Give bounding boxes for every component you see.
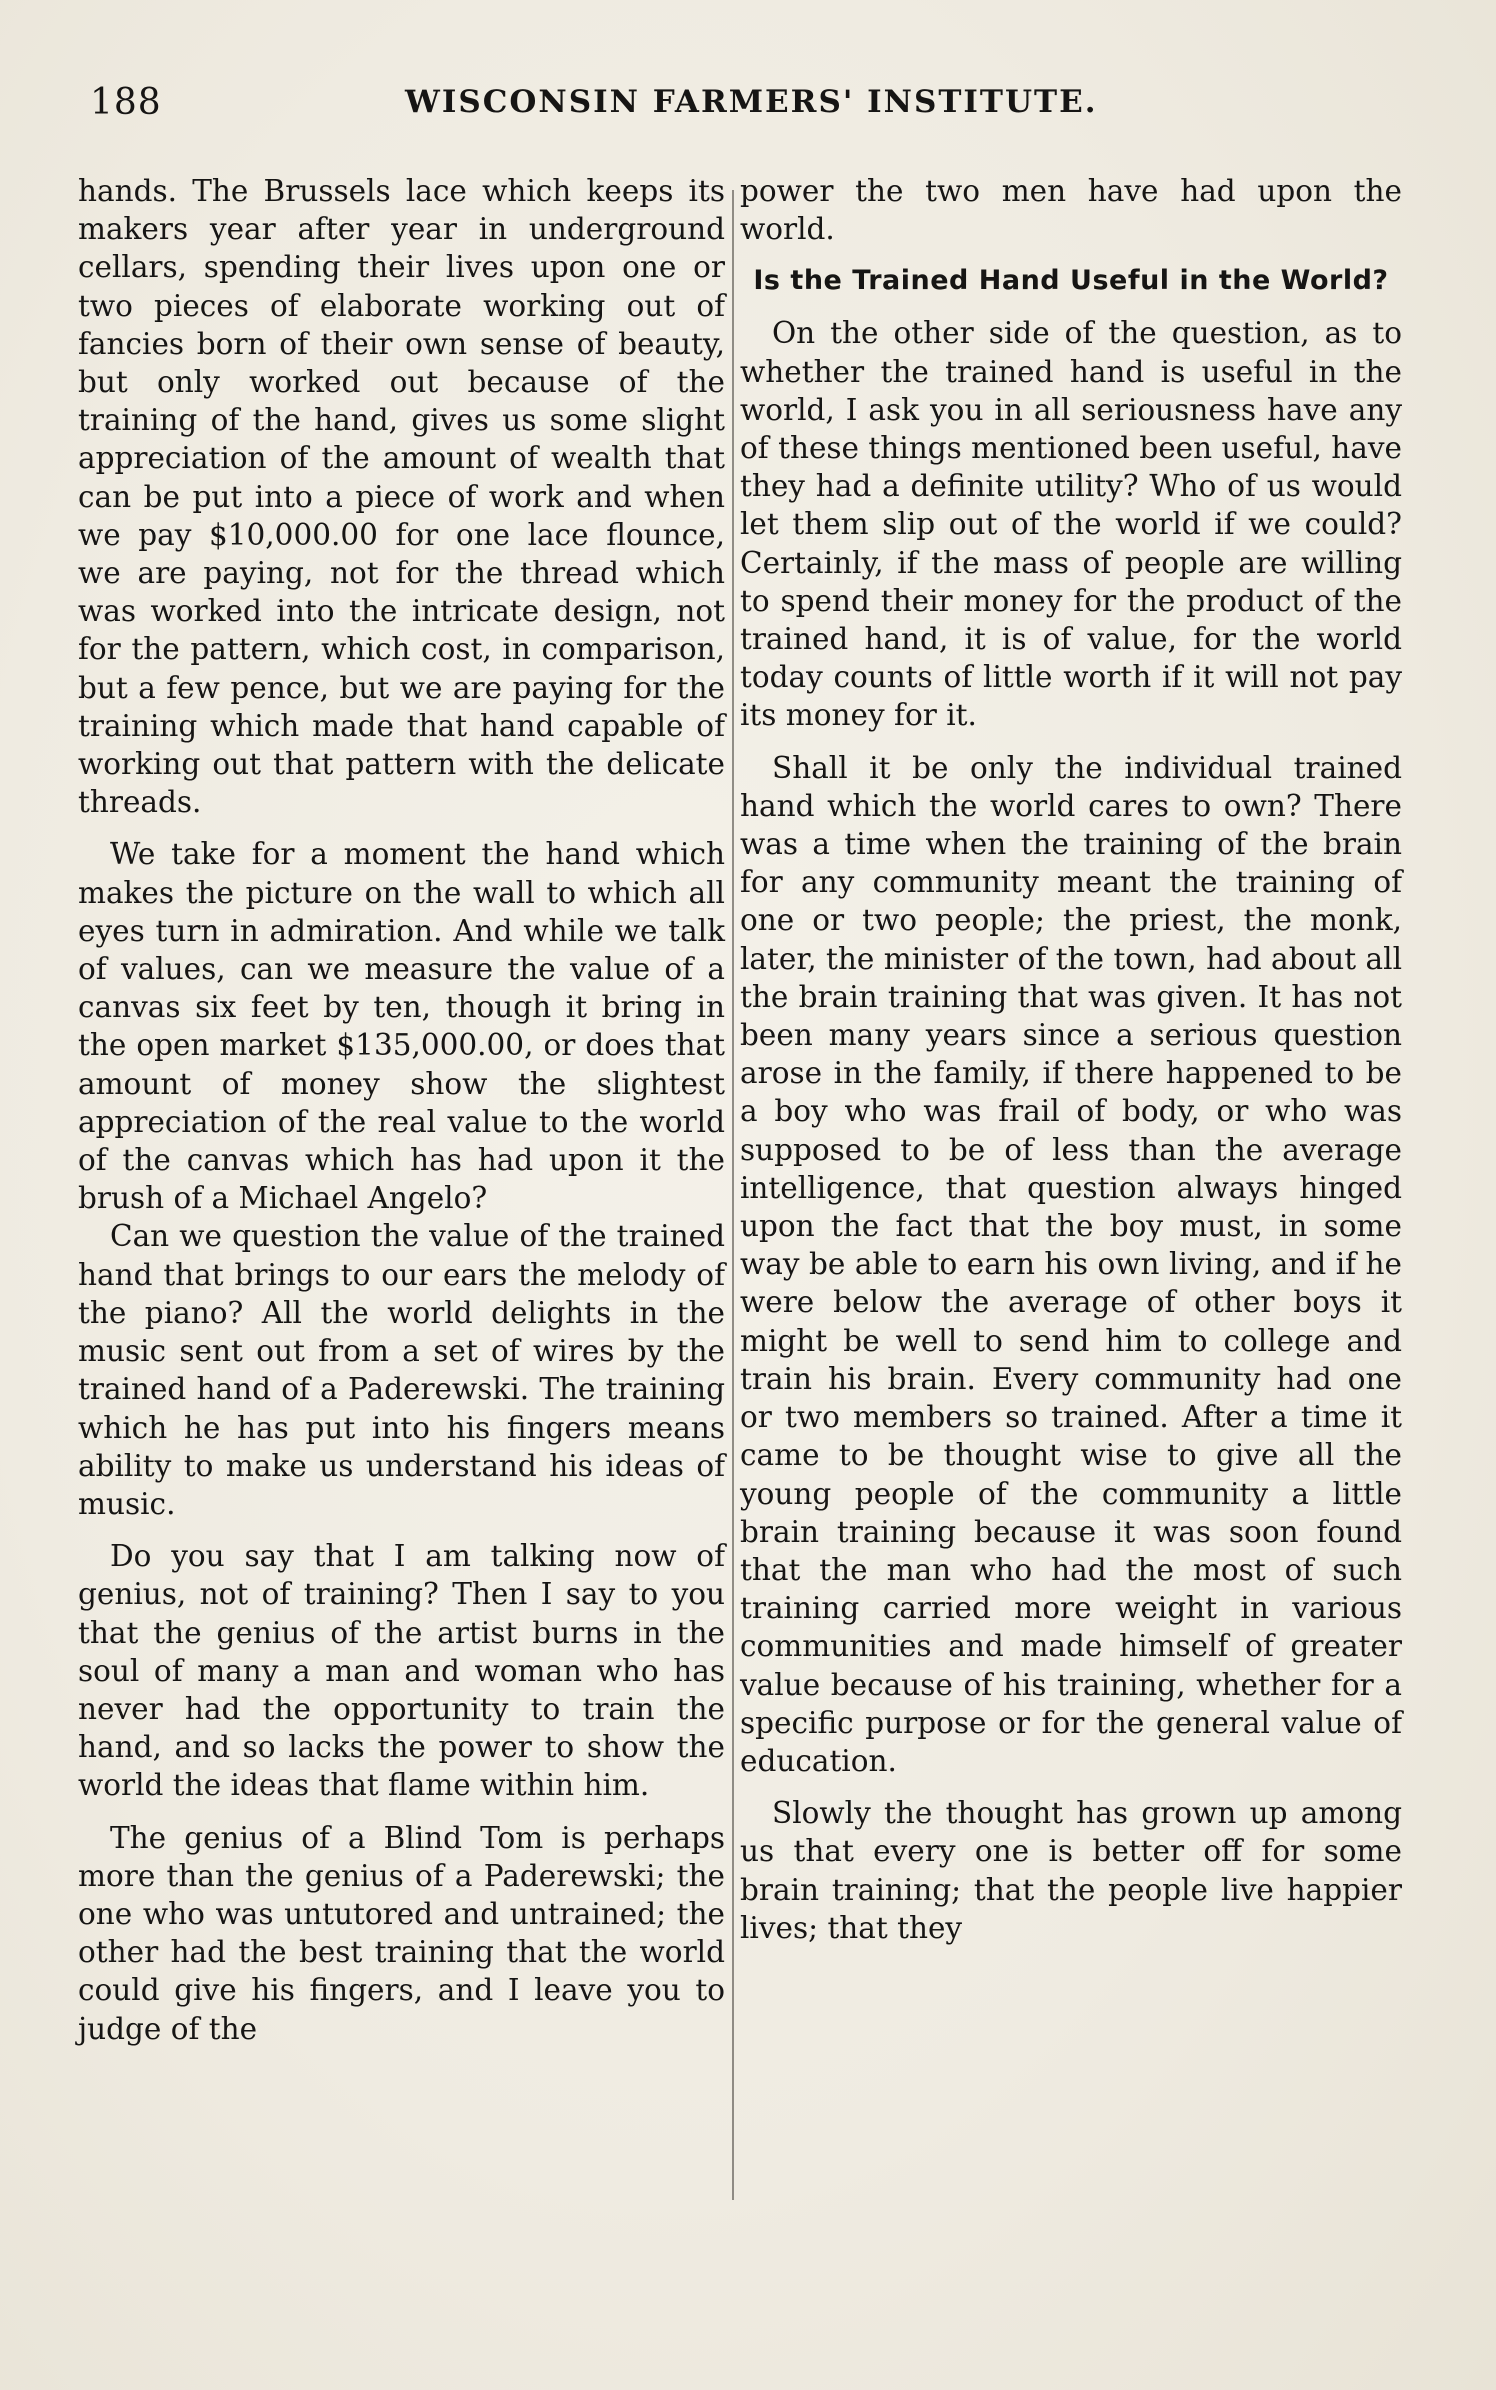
- page-number: 188: [90, 82, 162, 123]
- paragraph: The genius of a Blind Tom is perhaps more than the genius of a Paderewski; the one who was untutored and untrained; the other had the best training that the world could give his fingers, and I leave you to judge of the: [78, 1820, 725, 2046]
- paragraph: Slowly the thought has grown up among us that every one is better off for some brain training; that the people live happier lives; that they: [740, 1796, 1402, 1945]
- section-heading: Is the Trained Hand Useful in the World?: [753, 265, 1389, 297]
- paragraph: power the two men have had upon the world.: [740, 174, 1402, 247]
- paragraph: Can we question the value of the trained hand that brings to our ears the melody of the piano? All the world delights in the music sent out from a set of wires by the trained hand of a Paderewski. The training which he has put into his fingers means ability to make us understand his ideas of music.: [78, 1219, 725, 1521]
- right-column: [740, 172, 1402, 1947]
- paragraph: We take for a moment the hand which makes the picture on the wall to which all eyes turn in admiration. And while we talk of values, can we measure the value of a canvas six feet by ten, though it bring in the open market $135,000.00, or does that amount of money show the slightest appreciation of the real value to the world of the canvas which has had upon it the brush of a Michael Angelo?: [78, 837, 725, 1216]
- left-column: [78, 172, 725, 2048]
- paragraph: Do you say that I am talking now of genius, not of training? Then I say to you that the genius of the artist burns in the soul of many a man and woman who has never had the opportunity to train the hand, and so lacks the power to show the world the ideas that flame within him.: [78, 1539, 725, 1803]
- running-head: WISCONSIN FARMERS' INSTITUTE.: [405, 84, 1098, 120]
- column-divider: [732, 190, 734, 2200]
- page-header: [90, 82, 1420, 132]
- paragraph: Shall it be only the individual trained hand which the world cares to own? There was a time when the training of the brain for any community meant the training of one or two people; the priest, the monk, later, the minister of the town, had about all the brain training that was given. It has not been many years since a serious question arose in the family, if there happened to be a boy who was frail of body, or who was supposed to be of less than the average intelligence, that question always hinged upon the fact that the boy must, in some way be able to earn his own living, and if he were below the average of other boys it might be well to send him to college and train his brain. Every community had one or two members so trained. After a time it came to be thought wise to give all the young people of the community a little brain training because it was soon found that the man who had the most of such training carried more weight in various communities and made himself of greater value because of his training, whether for a specific purpose or for the general value of education.: [740, 750, 1402, 1778]
- paragraph: On the other side of the question, as to whether the trained hand is useful in the world, I ask you in all seriousness have any of these things mentioned been useful, have they had a definite utility? Who of us would let them slip out of the world if we could? Certainly, if the mass of people are willing to spend their money for the product of the trained hand, it is of value, for the world today counts of little worth if it will not pay its money for it.: [740, 316, 1402, 733]
- paragraph: hands. The Brussels lace which keeps its makers year after year in underground cellars, spending their lives upon one or two pieces of elaborate working out of fancies born of their own sense of beauty, but only worked out because of the training of the hand, gives us some slight appreciation of the amount of wealth that can be put into a piece of work and when we pay $10,000.00 for one lace flounce, we are paying, not for the thread which was worked into the intricate design, not for the pattern, which cost, in comparison, but a few pence, but we are paying for the training which made that hand capable of working out that pattern with the delicate threads.: [78, 174, 725, 820]
